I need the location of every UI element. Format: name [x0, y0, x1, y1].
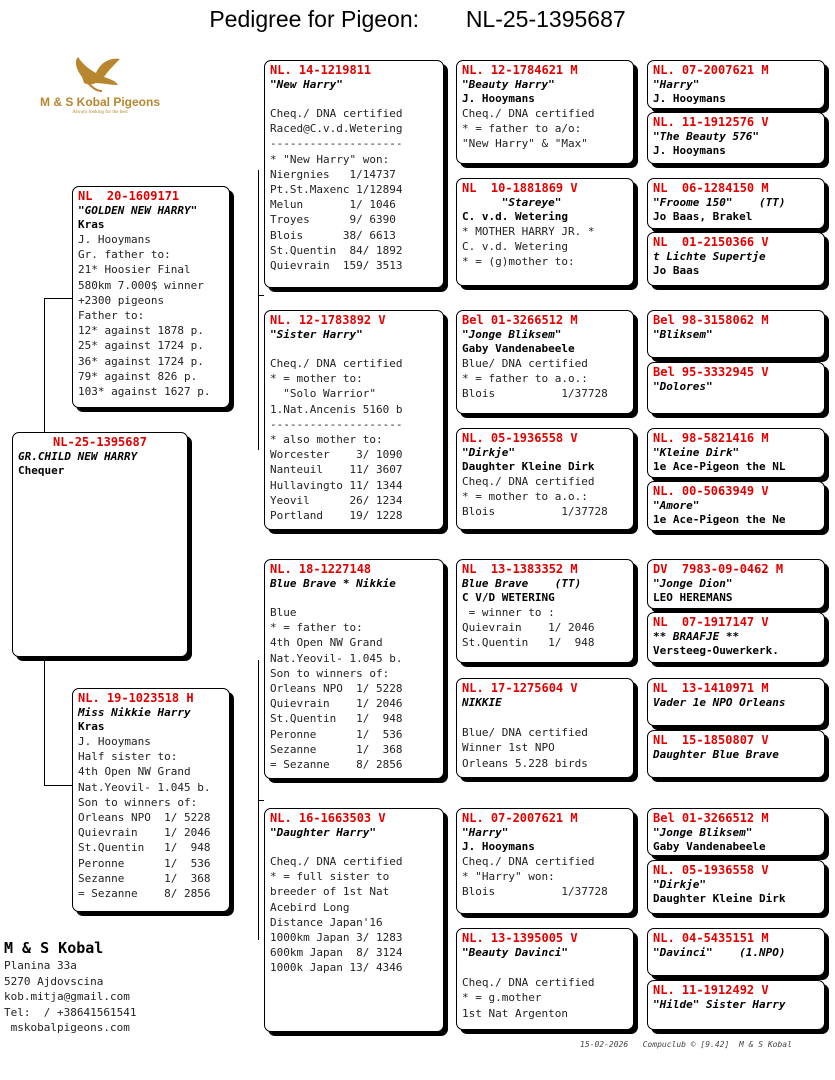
- connector: [258, 295, 264, 296]
- ancestor-owner: C V/D WETERING: [462, 591, 555, 604]
- ggg-card: [647, 928, 825, 976]
- ancestor-name: "Davinci" (1.NPO): [653, 946, 786, 959]
- ancestor-name: "Jonge Dion": [653, 577, 733, 590]
- ancestor-name: "The Beauty 576": [653, 130, 759, 143]
- great-grandparent-card: [456, 428, 634, 530]
- grandparent-name: "New Harry": [270, 78, 343, 91]
- ancestor-ring: NL. 11-1912576 V: [653, 115, 769, 129]
- ancestor-ring: NL. 05-1936558 V: [653, 863, 769, 877]
- sire-info: J. Hooymans Gr. father to: 21* Hoosier Final 580km 7.000$ winner +2300 pigeons Father to: 12* against 1878 p. 25* against 1724 p. 36* against 1724 p. 79* against 826 p. 103* against 1627 p.: [78, 233, 211, 399]
- ancestor-name: "Hilde" Sister Harry: [653, 998, 786, 1011]
- ggg-card: [647, 112, 825, 164]
- ancestor-owner: Daughter Kleine Dirk: [653, 892, 786, 905]
- connector: [44, 785, 72, 786]
- ancestor-owner: Gaby Vandenabeele: [653, 840, 766, 853]
- ancestor-name: t Lichte Supertje: [653, 250, 766, 263]
- ancestor-ring: NL. 13-1395005 V: [462, 931, 578, 945]
- connector: [44, 298, 45, 432]
- page-title: [0, 6, 835, 33]
- ancestor-ring: NL. 17-1275604 V: [462, 681, 578, 695]
- ancestor-owner: J. Hooymans: [462, 840, 535, 853]
- ggg-card: [647, 310, 825, 358]
- breeder-phone: Tel: / +38641561541: [4, 1005, 137, 1019]
- ancestor-ring: NL. 05-1936558 V: [462, 431, 578, 445]
- connector: [44, 657, 45, 785]
- ancestor-info: Blue/ DNA certified Winner 1st NPO Orleans 5.228 birds: [462, 726, 588, 770]
- subject-owner: Chequer: [18, 464, 65, 477]
- ancestor-ring: NL 13-1410971 M: [653, 681, 769, 695]
- ggg-card: [647, 362, 825, 414]
- footer-credit: 15-02-2026 Compuclub © [9.42] M & S Kobal: [580, 1040, 792, 1049]
- ancestor-owner: Jo Baas: [653, 264, 700, 277]
- ancestor-name: "Beauty Harry": [462, 78, 555, 91]
- sire-name: "GOLDEN NEW HARRY": [78, 204, 198, 217]
- sire-card: [72, 186, 230, 408]
- subject-name: GR.CHILD NEW HARRY: [18, 450, 138, 463]
- grandparent-card: [264, 310, 444, 530]
- ancestor-owner: 1e Ace-Pigeon the NL: [653, 460, 786, 473]
- sire-ring: NL 20-1609171: [78, 189, 180, 203]
- dove-icon: [30, 55, 170, 95]
- ancestor-name: Blue Brave (TT): [462, 577, 582, 590]
- ancestor-ring: Bel 98-3158062 M: [653, 313, 769, 327]
- ancestor-name: "Froome 150" (TT): [653, 196, 786, 209]
- ancestor-ring: Bel 95-3332945 V: [653, 365, 769, 379]
- great-grandparent-card: [456, 678, 634, 778]
- dam-name: Miss Nikkie Harry: [78, 706, 191, 719]
- ancestor-owner: LEO HEREMANS: [653, 591, 733, 604]
- great-grandparent-card: [456, 559, 634, 663]
- ggg-card: [647, 808, 825, 856]
- great-grandparent-card: [456, 310, 634, 414]
- ggg-card: [647, 860, 825, 914]
- great-grandparent-card: [456, 808, 634, 914]
- ancestor-name: "Beauty Davinci": [462, 946, 568, 959]
- grandparent-ring: NL. 16-1663503 V: [270, 811, 386, 825]
- ancestor-name: "Dolores": [653, 380, 713, 393]
- ancestor-owner: Gaby Vandenabeele: [462, 342, 575, 355]
- ancestor-info: Cheq./ DNA certified * = g.mother 1st Nat Argenton: [462, 976, 595, 1020]
- ancestor-info: Cheq./ DNA certified * "Harry" won: Blois 1/37728: [462, 855, 608, 899]
- ancestor-ring: NL 06-1284150 M: [653, 181, 769, 195]
- ancestor-ring: NL. 07-2007621 M: [462, 811, 578, 825]
- connector: [44, 298, 72, 299]
- ancestor-ring: Bel 01-3266512 M: [462, 313, 578, 327]
- ancestor-ring: NL 13-1383352 M: [462, 562, 578, 576]
- ggg-card: [647, 60, 825, 109]
- sire-owner: Kras: [78, 218, 105, 231]
- ancestor-ring: NL 07-1917147 V: [653, 615, 769, 629]
- ggg-card: [647, 178, 825, 229]
- dam-card: [72, 688, 230, 912]
- ancestor-owner: C. v.d. Wetering: [462, 210, 568, 223]
- grandparent-owner: [270, 840, 438, 854]
- breeder-address: Planina 33a: [4, 959, 77, 972]
- grandparent-card: [264, 559, 444, 779]
- great-grandparent-card: [456, 928, 634, 1030]
- ancestor-ring: NL. 00-5063949 V: [653, 484, 769, 498]
- logo-tagline: Always looking for the best: [72, 110, 128, 115]
- ancestor-info: Blue/ DNA certified * = father to a.o.: Blois 1/37728: [462, 357, 608, 401]
- grandparent-ring: NL. 14-1219811: [270, 63, 372, 77]
- ggg-card: [647, 612, 825, 663]
- ancestor-ring: NL. 04-5435151 M: [653, 931, 769, 945]
- ancestor-ring: NL. 12-1784621 M: [462, 63, 578, 77]
- ancestor-ring: NL. 11-1912492 V: [653, 983, 769, 997]
- grandparent-info: Cheq./ DNA certified Raced@C.v.d.Wetering -------------------- * "New Harry" won: Niergnies 1/14737 Pt.St.Maxenc 1/12894 Melun 1/ 1046 Troyes 9/ 6390 Blois 38/ 6613 St.Quentin 84/ 1892 Quievrain 159/ 3513: [270, 107, 403, 273]
- ggg-card: [647, 428, 825, 478]
- ancestor-info: Cheq./ DNA certified * = father to a/o: "New Harry" & "Max": [462, 107, 595, 151]
- ancestor-name: ** BRAAFJE **: [653, 630, 740, 643]
- ancestor-ring: NL 01-2150366 V: [653, 235, 769, 249]
- ancestor-ring: NL. 98-5821416 M: [653, 431, 769, 445]
- subject-ring: NL-25-1395687: [53, 435, 147, 449]
- ancestor-owner: Versteeg-Ouwerkerk.: [653, 644, 779, 657]
- ggg-card: [647, 678, 825, 726]
- ancestor-owner: Daughter Kleine Dirk: [462, 460, 595, 473]
- ancestor-info: = winner to : Quievrain 1/ 2046 St.Quentin 1/ 948: [462, 606, 595, 650]
- ancestor-owner: J. Hooymans: [653, 92, 726, 105]
- dam-info: J. Hooymans Half sister to: 4th Open NW Grand Nat.Yeovil- 1.045 b. Son to winners of: Orleans NPO 1/ 5228 Quievrain 1/ 2046 St.Quentin 1/ 948 Peronne 1/ 536 Sezanne 1/ 368 = Sezanne 8/ 2856: [78, 735, 211, 901]
- ancestor-owner: 1e Ace-Pigeon the Ne: [653, 513, 786, 526]
- ancestor-name: Vader 1e NPO Orleans: [653, 696, 786, 709]
- ancestor-name: "Bliksem": [653, 328, 713, 341]
- ancestor-name: NIKKIE: [462, 696, 502, 709]
- ancestor-ring: NL. 07-2007621 M: [653, 63, 769, 77]
- grandparent-name: "Sister Harry": [270, 328, 363, 341]
- ancestor-name: Daughter Blue Brave: [653, 748, 779, 761]
- ancestor-name: "Jonge Bliksem": [462, 328, 562, 341]
- grandparent-ring: NL. 12-1783892 V: [270, 313, 386, 327]
- grandparent-ring: NL. 18-1227148: [270, 562, 372, 576]
- connector: [258, 800, 264, 801]
- ancestor-ring: NL 10-1881869 V: [462, 181, 578, 195]
- grandparent-owner: [270, 591, 438, 605]
- ancestor-name: "Amore": [653, 499, 700, 512]
- ggg-card: [647, 232, 825, 286]
- grandparent-owner: [270, 92, 438, 106]
- subject-card: [12, 432, 188, 657]
- grandparent-info: Blue * = father to: 4th Open NW Grand Nat.Yeovil- 1.045 b. Son to winners of: Orleans NPO 1/ 5228 Quievrain 1/ 2046 St.Quentin 1/ 948 Peronne 1/ 536 Sezanne 1/ 368 = Sezanne 8/ 2856: [270, 606, 403, 772]
- ancestor-ring: NL 15-1850807 V: [653, 733, 769, 747]
- ancestor-owner: J. Hooymans: [653, 144, 726, 157]
- ancestor-name: "Jonge Bliksem": [653, 826, 753, 839]
- dam-owner: Kras: [78, 720, 105, 733]
- breeder-name: M & S Kobal: [4, 939, 104, 957]
- ancestor-name: "Stareye": [462, 196, 562, 209]
- grandparent-card: [264, 808, 444, 1032]
- grandparent-name: "Daughter Harry": [270, 826, 376, 839]
- ggg-card: [647, 980, 825, 1030]
- grandparent-info: Cheq./ DNA certified * = mother to: "Solo Warrior" 1.Nat.Ancenis 5160 b -------------------- * also mother to: Worcester 3/ 1090 Nanteuil 11/ 3607 Hullavingto 11/ 1344 Yeovil 26/ 1234 Portland 19/ 1228: [270, 357, 403, 523]
- grandparent-name: Blue Brave * Nikkie: [270, 577, 396, 590]
- ancestor-name: "Kleine Dirk": [653, 446, 740, 459]
- breeder-email: kob.mitja@gmail.com: [4, 990, 130, 1003]
- grandparent-owner: [270, 342, 438, 356]
- ancestor-info: * MOTHER HARRY JR. * C. v.d. Wetering * = (g)mother to:: [462, 225, 595, 269]
- ancestor-name: "Dirkje": [653, 878, 706, 891]
- connector: [258, 170, 259, 450]
- breeder-city: 5270 Ajdovscina: [4, 974, 104, 988]
- ancestor-name: "Dirkje": [462, 446, 515, 459]
- ancestor-owner: J. Hooymans: [462, 92, 535, 105]
- ancestor-ring: DV 7983-09-0462 M: [653, 562, 784, 576]
- ancestor-name: "Harry": [462, 826, 509, 839]
- breeder-website: mskobalpigeons.com: [4, 1021, 130, 1034]
- ancestor-ring: Bel 01-3266512 M: [653, 811, 769, 825]
- title-label: Pedigree for Pigeon:: [209, 6, 420, 32]
- great-grandparent-card: [456, 178, 634, 286]
- title-ring: NL-25-1395687: [465, 6, 626, 32]
- ggg-card: [647, 481, 825, 531]
- ggg-card: [647, 559, 825, 609]
- ancestor-info: Cheq./ DNA certified * = mother to a.o.: Blois 1/37728: [462, 475, 608, 519]
- logo: [30, 55, 170, 125]
- ggg-card: [647, 730, 825, 778]
- grandparent-info: Cheq./ DNA certified * = full sister to breeder of 1st Nat Acebird Long Distance Japan'16 1000km Japan 3/ 1283 600km Japan 8/ 3124 1000k Japan 13/ 4346: [270, 855, 403, 975]
- logo-name: M & S Kobal Pigeons: [39, 95, 160, 109]
- ancestor-owner: Jo Baas, Brakel: [653, 210, 753, 223]
- breeder-info: [4, 938, 136, 1036]
- great-grandparent-card: [456, 60, 634, 164]
- grandparent-card: [264, 60, 444, 288]
- ancestor-name: "Harry": [653, 78, 700, 91]
- dam-ring: NL. 19-1023518 H: [78, 691, 194, 705]
